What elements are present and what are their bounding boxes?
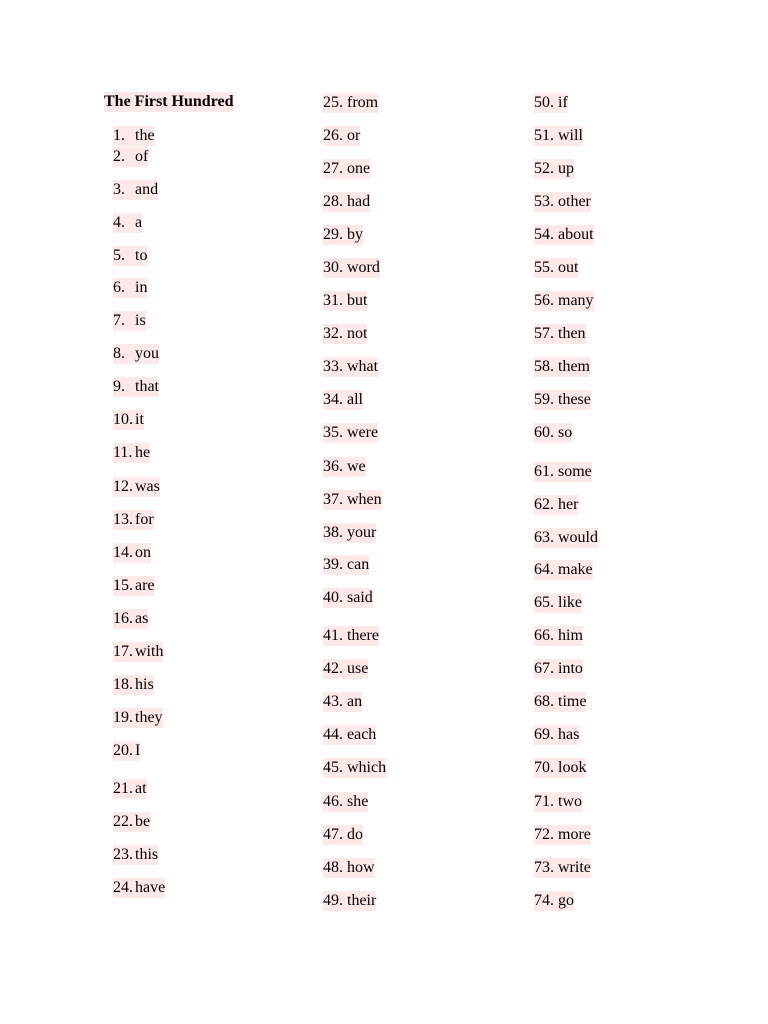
item-word: these: [558, 391, 591, 408]
item-word: many: [558, 292, 594, 309]
list-item: [323, 626, 379, 646]
item-number: 7.: [113, 311, 135, 331]
item-number: 60.: [534, 423, 558, 443]
item-number: 21.: [113, 780, 133, 797]
item-word: him: [558, 627, 583, 644]
item-word: as: [135, 610, 149, 627]
item-word: not: [347, 325, 368, 342]
list-item: [323, 725, 376, 745]
item-word: this: [135, 846, 159, 863]
item-number: 40.: [323, 588, 347, 608]
item-word: they: [135, 709, 163, 726]
item-word: by: [347, 226, 363, 243]
item-number: 54.: [534, 225, 558, 245]
list-item: [113, 213, 142, 233]
item-word: you: [135, 345, 159, 362]
item-word: some: [558, 463, 592, 480]
list-item: [113, 510, 154, 530]
item-number: 30.: [323, 258, 347, 278]
item-word: into: [558, 660, 583, 677]
list-item: [113, 278, 147, 298]
item-word: like: [558, 594, 582, 611]
item-word: write: [558, 859, 591, 876]
item-word: on: [135, 544, 151, 561]
item-word: each: [347, 726, 377, 743]
item-word: her: [558, 496, 579, 513]
item-word: said: [347, 589, 373, 606]
list-item: [323, 891, 376, 911]
item-word: from: [347, 94, 379, 111]
list-item: [534, 225, 594, 245]
list-item: [534, 725, 579, 745]
list-item: [323, 423, 378, 443]
item-word: be: [135, 813, 151, 830]
item-word: or: [347, 127, 361, 144]
list-item: [113, 878, 165, 898]
list-item: [323, 93, 378, 113]
list-item: [534, 390, 591, 410]
item-word: of: [135, 148, 149, 165]
item-word: one: [347, 160, 371, 177]
item-number: 8.: [113, 344, 135, 364]
list-item: [534, 858, 591, 878]
item-word: your: [347, 524, 377, 541]
list-item: [534, 159, 574, 179]
list-item: [323, 357, 378, 377]
item-word: have: [135, 879, 166, 896]
item-number: 16.: [113, 610, 133, 627]
item-number: 44.: [323, 725, 347, 745]
item-number: 10.: [113, 411, 133, 428]
item-word: to: [135, 247, 148, 264]
item-number: 9.: [113, 377, 135, 397]
list-item: [534, 93, 568, 113]
item-number: 13.: [113, 511, 133, 528]
item-word: we: [347, 458, 366, 475]
list-item: [113, 741, 140, 761]
item-number: 18.: [113, 676, 133, 693]
list-item: [534, 659, 583, 679]
item-word: look: [558, 759, 587, 776]
item-number: 74.: [534, 891, 558, 911]
item-number: 32.: [323, 324, 347, 344]
item-number: 5.: [113, 246, 135, 266]
item-number: 69.: [534, 725, 558, 745]
item-number: 11.: [113, 443, 135, 463]
item-word: are: [135, 577, 155, 594]
list-item: [323, 588, 373, 608]
list-item: [113, 147, 148, 167]
item-number: 58.: [534, 357, 558, 377]
item-number: 15.: [113, 577, 133, 594]
list-item: [534, 357, 590, 377]
item-number: 20.: [113, 742, 133, 759]
item-word: an: [347, 693, 363, 710]
list-item: [113, 126, 155, 146]
list-item: [113, 477, 160, 497]
list-item: [323, 126, 360, 146]
list-item: [323, 225, 363, 245]
item-number: 56.: [534, 291, 558, 311]
item-word: them: [558, 358, 590, 375]
list-item: [113, 812, 150, 832]
item-number: 1.: [113, 126, 135, 146]
item-number: 27.: [323, 159, 347, 179]
list-item: [113, 543, 151, 563]
item-number: 41.: [323, 626, 347, 646]
item-number: 28.: [323, 192, 347, 212]
list-item: [113, 609, 148, 629]
item-number: 51.: [534, 126, 558, 146]
item-number: 65.: [534, 593, 558, 613]
item-word: go: [558, 892, 574, 909]
item-number: 26.: [323, 126, 347, 146]
item-word: had: [347, 193, 371, 210]
item-number: 66.: [534, 626, 558, 646]
list-item: [534, 758, 586, 778]
item-word: she: [347, 793, 369, 810]
item-number: 64.: [534, 560, 558, 580]
item-number: 4.: [113, 213, 135, 233]
list-item: [534, 324, 586, 344]
list-item: [323, 192, 370, 212]
list-item: [534, 258, 578, 278]
list-item: [534, 825, 591, 845]
list-item: [534, 423, 572, 443]
item-word: and: [135, 181, 159, 198]
item-word: how: [347, 859, 375, 876]
list-item: [534, 462, 592, 482]
list-item: [113, 576, 155, 596]
list-item: [323, 324, 367, 344]
item-number: 59.: [534, 390, 558, 410]
list-item: [323, 258, 380, 278]
list-item: [534, 126, 583, 146]
item-word: he: [135, 444, 151, 461]
item-number: 57.: [534, 324, 558, 344]
item-word: will: [558, 127, 583, 144]
item-number: 67.: [534, 659, 558, 679]
item-word: at: [135, 780, 147, 797]
item-number: 23.: [113, 846, 133, 863]
list-item: [534, 528, 598, 548]
item-word: what: [347, 358, 379, 375]
item-word: all: [347, 391, 363, 408]
list-item: [534, 626, 583, 646]
item-number: 71.: [534, 792, 558, 812]
item-word: but: [347, 292, 368, 309]
list-item: [534, 495, 578, 515]
list-item: [113, 845, 158, 865]
list-item: [113, 708, 163, 728]
item-number: 47.: [323, 825, 347, 845]
item-word: can: [347, 556, 370, 573]
item-number: 49.: [323, 891, 347, 911]
list-item: [323, 555, 369, 575]
item-word: two: [558, 793, 582, 810]
list-item: [113, 311, 146, 331]
item-word: word: [347, 259, 380, 276]
item-number: 31.: [323, 291, 347, 311]
item-word: was: [135, 478, 160, 495]
item-number: 45.: [323, 758, 347, 778]
item-number: 72.: [534, 825, 558, 845]
list-item: [323, 159, 370, 179]
item-number: 35.: [323, 423, 347, 443]
item-number: 50.: [534, 93, 558, 113]
item-word: were: [347, 424, 379, 441]
item-number: 37.: [323, 490, 347, 510]
item-number: 52.: [534, 159, 558, 179]
item-word: would: [558, 529, 598, 546]
item-word: a: [135, 214, 143, 231]
item-number: 53.: [534, 192, 558, 212]
list-item: [534, 560, 593, 580]
item-number: 36.: [323, 457, 347, 477]
item-word: with: [135, 643, 164, 660]
item-number: 68.: [534, 692, 558, 712]
item-word: other: [558, 193, 591, 210]
item-word: so: [558, 424, 573, 441]
item-word: for: [135, 511, 154, 528]
item-word: if: [558, 94, 568, 111]
item-number: 17.: [113, 643, 133, 660]
item-word: has: [558, 726, 580, 743]
list-item: [323, 457, 366, 477]
item-number: 46.: [323, 792, 347, 812]
list-item: [323, 858, 375, 878]
item-word: which: [347, 759, 387, 776]
list-item: [323, 659, 368, 679]
list-item: [534, 891, 574, 911]
item-word: it: [135, 411, 144, 428]
item-word: about: [558, 226, 594, 243]
item-word: I: [135, 742, 141, 759]
list-item: [113, 443, 150, 463]
item-number: 2.: [113, 147, 135, 167]
list-item: [534, 192, 591, 212]
list-item: [323, 792, 368, 812]
item-number: 24.: [113, 879, 133, 896]
item-number: 42.: [323, 659, 347, 679]
item-word: use: [347, 660, 369, 677]
item-number: 55.: [534, 258, 558, 278]
page-title: The First Hundred: [104, 93, 234, 110]
item-word: up: [558, 160, 574, 177]
item-word: the: [135, 127, 155, 144]
list-item: [113, 675, 154, 695]
list-item: [113, 180, 158, 200]
item-number: 19.: [113, 709, 133, 726]
item-number: 3.: [113, 180, 135, 200]
list-item: [534, 792, 582, 812]
item-word: make: [558, 561, 593, 578]
item-number: 6.: [113, 278, 135, 298]
item-word: time: [558, 693, 587, 710]
list-item: [113, 779, 147, 799]
item-word: when: [347, 491, 382, 508]
item-number: 29.: [323, 225, 347, 245]
item-number: 38.: [323, 523, 347, 543]
item-word: do: [347, 826, 363, 843]
item-word: his: [135, 676, 154, 693]
list-item: [323, 758, 386, 778]
item-word: more: [558, 826, 591, 843]
item-word: out: [558, 259, 579, 276]
item-word: is: [135, 312, 146, 329]
item-number: 73.: [534, 858, 558, 878]
list-item: [323, 825, 363, 845]
item-word: that: [135, 378, 159, 395]
item-number: 12.: [113, 478, 133, 495]
item-word: then: [558, 325, 586, 342]
list-item: [534, 692, 586, 712]
item-number: 61.: [534, 462, 558, 482]
list-item: [113, 642, 163, 662]
item-number: 62.: [534, 495, 558, 515]
item-number: 48.: [323, 858, 347, 878]
item-word: there: [347, 627, 379, 644]
list-item: [323, 390, 363, 410]
list-item: [323, 523, 376, 543]
list-item: [323, 692, 362, 712]
item-word: their: [347, 892, 377, 909]
list-item: [113, 246, 147, 266]
item-number: 70.: [534, 758, 558, 778]
list-item: [113, 377, 159, 397]
item-number: 33.: [323, 357, 347, 377]
list-item: [323, 490, 382, 510]
item-number: 34.: [323, 390, 347, 410]
list-item: [534, 593, 582, 613]
item-number: 63.: [534, 528, 558, 548]
list-item: [113, 410, 144, 430]
item-number: 39.: [323, 555, 347, 575]
list-item: [534, 291, 594, 311]
item-number: 25.: [323, 93, 347, 113]
item-number: 43.: [323, 692, 347, 712]
item-number: 14.: [113, 544, 133, 561]
item-word: in: [135, 279, 148, 296]
item-number: 22.: [113, 813, 133, 830]
list-item: [323, 291, 367, 311]
list-item: [113, 344, 159, 364]
